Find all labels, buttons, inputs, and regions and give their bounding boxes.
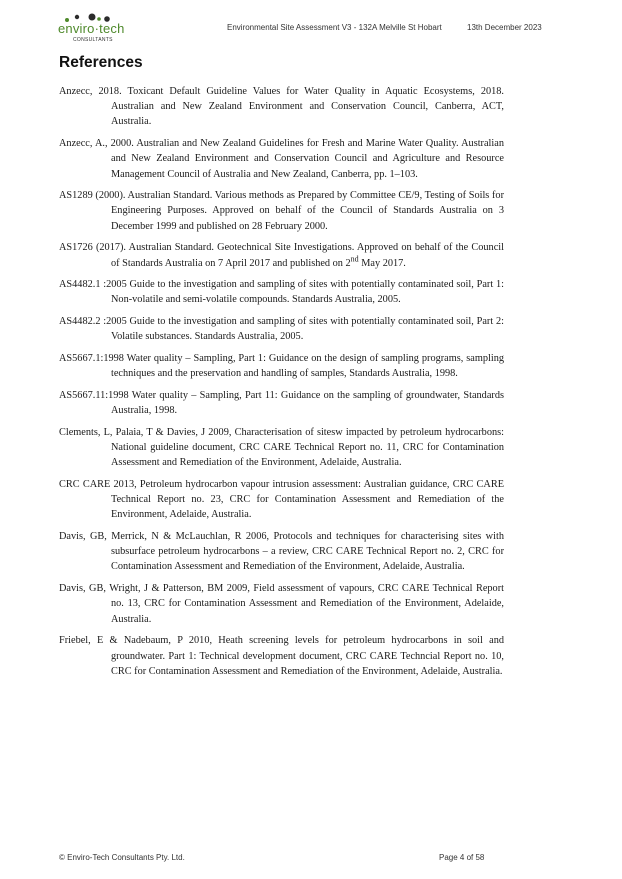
page-header — [0, 0, 622, 50]
reference-item: Davis, GB, Merrick, N & McLauchlan, R 2006, Protocols and techniques for characterising sites with subsurface petroleum hydrocarbons – a review, CRC CARE Technical Report no. 2, CRC for Contamination Assessment and Remediation of the Environment, Adelaide, Australia. — [59, 531, 504, 573]
page-number: Page 4 of 58 — [439, 853, 485, 862]
reference-item: Clements, L, Palaia, T & Davies, J 2009, Characterisation of sitesw impacted by petroleum hydrocarbons: National guideline document, CRC CARE Technical Report no. 11, CRC for Contamination Assessment and Remediation of the Environment, Adelaide, Australia. — [59, 426, 504, 469]
page-title: References — [59, 54, 143, 71]
reference-item: CRC CARE 2013, Petroleum hydrocarbon vapour intrusion assessment: Australian guidance, CRC CARE Technical Report no. 23, CRC for Contamination Assessment and Remediation of the Environment, Adelaide, Australia. — [59, 478, 504, 521]
reference-item: Friebel, E & Nadebaum, P 2010, Heath screening levels for petroleum hydrocarbons in soil and groundwater. Part 1: Technical development document, CRC CARE Techncial Report no. 10, CRC for Contamination Assessment and Remediation of the Environment, Adelaide, Australia. — [59, 635, 504, 677]
references-list — [59, 84, 504, 685]
document-title: Environmental Site Assessment V3 - 132A Melville St Hobart — [227, 23, 442, 32]
reference-item: AS4482.2 :2005 Guide to the investigation and sampling of sites with potentially contaminated soil, Part 2: Volatile substances. Standards Australia, 2005. — [59, 316, 504, 343]
reference-item: Anzecc, A., 2000. Australian and New Zealand Guidelines for Fresh and Marine Water Quality. Australian and New Zealand Environment and Conservation Council and Agriculture and Resource Management Council of Australia and New Zealand, Canberra, pp. 1–103. — [59, 138, 504, 180]
company-logo — [58, 12, 128, 46]
reference-item: AS1289 (2000). Australian Standard. Various methods as Prepared by Committee CE/9, Testing of Soils for Engineering Purposes. Approved on behalf of the Council of Standards Australia on 3 December 1999 and published on 28 February 2000. — [59, 190, 504, 232]
reference-item: AS5667.1:1998 Water quality – Sampling, Part 1: Guidance on the design of sampling programs, sampling techniques and the preservation and handling of samples, Standards Australia, 1998. — [59, 353, 504, 380]
reference-text: AS1726 (2017). Australian Standard. Geotechnical Site Investigations. Approved on behalf of the Council of Standards Australia on 7 April 2017 and published on 2 — [59, 242, 504, 269]
reference-item: Davis, GB, Wright, J & Patterson, BM 2009, Field assessment of vapours, CRC CARE Technical Report no. 13, CRC for Contamination Assessment and Remediation of the Environment, Adelaide, Australia. — [59, 583, 504, 625]
reference-item — [59, 240, 504, 270]
ordinal-suffix: nd — [350, 254, 359, 264]
document-date: 13th December 2023 — [467, 23, 542, 32]
footer-copyright: © Enviro-Tech Consultants Pty. Ltd. — [59, 853, 185, 862]
logo-subtitle: CONSULTANTS — [73, 37, 113, 43]
reference-text: May 2017. — [358, 257, 406, 269]
reference-item: AS5667.11:1998 Water quality – Sampling, Part 11: Guidance on the sampling of groundwater, Standards Australia, 1998. — [59, 389, 504, 417]
logo-wordmark: enviro·tech — [58, 21, 125, 36]
reference-item: AS4482.1 :2005 Guide to the investigation and sampling of sites with potentially contaminated soil, Part 1: Non-volatile and semi-volatile compounds. Standards Australia, 2005. — [59, 279, 504, 306]
reference-item: Anzecc, 2018. Toxicant Default Guideline Values for Water Quality in Aquatic Ecosystems, 2018. Australian and New Zealand Environment and Conservation Council, Canberra, ACT, Australia. — [59, 86, 504, 128]
